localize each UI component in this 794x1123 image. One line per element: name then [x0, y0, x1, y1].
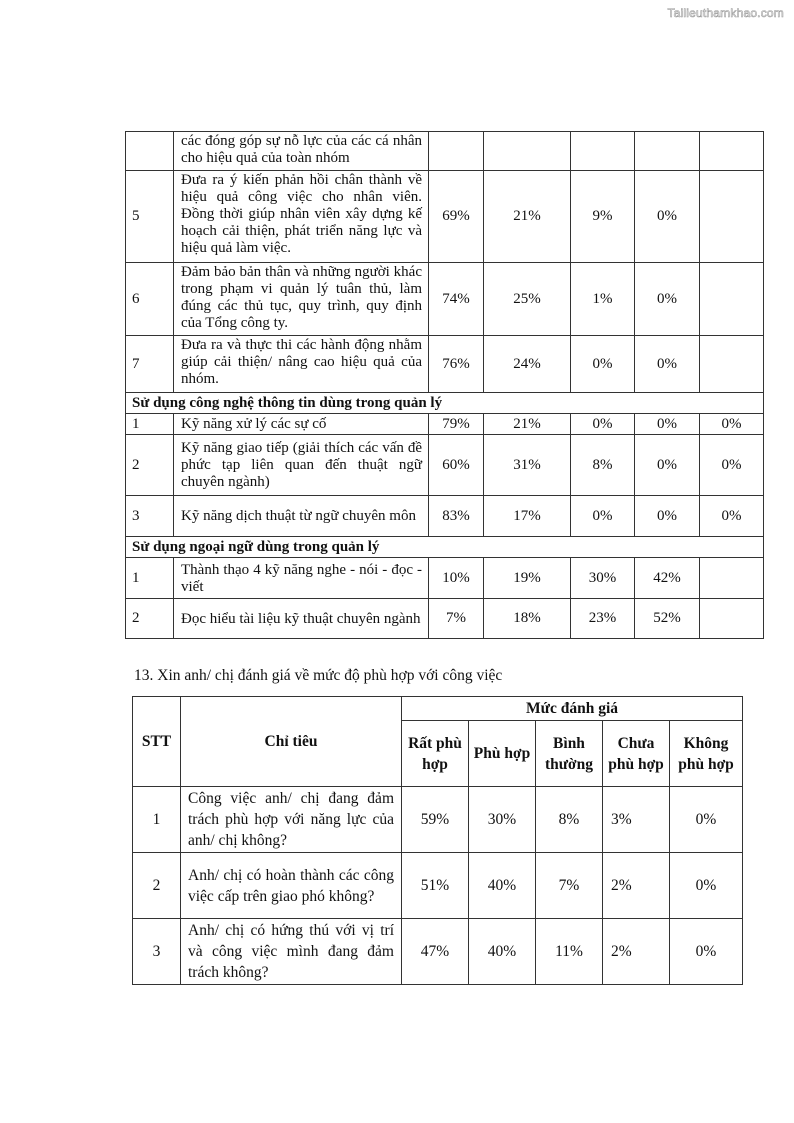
competency-survey-table [125, 131, 764, 639]
value-cell: 0% [670, 919, 743, 985]
value-cell: 17% [484, 496, 571, 537]
value-cell: 7% [429, 599, 484, 639]
watermark: Tailieuthamkhao.com [667, 6, 784, 20]
table-row [126, 496, 764, 537]
value-cell [700, 171, 764, 263]
value-cell: 0% [700, 496, 764, 537]
value-cell [700, 336, 764, 393]
row-number: 2 [133, 853, 181, 919]
value-cell: 0% [635, 336, 700, 393]
section-header-row [126, 393, 764, 414]
value-cell: 19% [484, 558, 571, 599]
row-number: 7 [126, 336, 174, 393]
value-cell: 0% [670, 787, 743, 853]
value-cell: 10% [429, 558, 484, 599]
value-cell: 31% [484, 435, 571, 496]
value-cell: 30% [469, 787, 536, 853]
row-number: 2 [126, 435, 174, 496]
value-cell: 40% [469, 853, 536, 919]
row-number: 5 [126, 171, 174, 263]
value-cell: 1% [571, 263, 635, 336]
table-row [133, 919, 743, 985]
value-cell: 0% [635, 435, 700, 496]
rating-group-header: Mức đánh giá [402, 697, 743, 721]
value-cell: 3% [603, 787, 670, 853]
table-row [133, 853, 743, 919]
row-number: 1 [133, 787, 181, 853]
criteria-text: Anh/ chị có hoàn thành các công việc cấp trên giao phó không? [181, 853, 402, 919]
value-cell: 0% [700, 414, 764, 435]
value-cell [700, 263, 764, 336]
criteria-text: Kỹ năng giao tiếp (giải thích các vấn đề phức tạp liên quan đến thuật ngữ chuyên ngành) [174, 435, 429, 496]
value-cell: 24% [484, 336, 571, 393]
value-cell: 69% [429, 171, 484, 263]
table-row [126, 336, 764, 393]
value-cell: 79% [429, 414, 484, 435]
value-cell: 60% [429, 435, 484, 496]
value-cell [700, 558, 764, 599]
value-cell: 7% [536, 853, 603, 919]
table-row [126, 263, 764, 336]
value-cell: 2% [603, 853, 670, 919]
value-cell: 18% [484, 599, 571, 639]
row-number: 3 [133, 919, 181, 985]
rating-level-header: Không phù hợp [670, 721, 743, 787]
value-cell: 25% [484, 263, 571, 336]
value-cell: 59% [402, 787, 469, 853]
value-cell: 0% [635, 414, 700, 435]
criteria-text: Đọc hiểu tài liệu kỹ thuật chuyên ngành [174, 599, 429, 639]
value-cell: 11% [536, 919, 603, 985]
table-row [126, 171, 764, 263]
table-row [133, 787, 743, 853]
table-row [126, 132, 764, 171]
criteria-text: Đưa ra ý kiến phản hồi chân thành về hiệu quả công việc cho nhân viên. Đồng thời giúp nhân viên xây dựng kế hoạch cải thiện, phát triển năng lực và hiệu quả làm việc. [174, 171, 429, 263]
rating-level-header: Phù hợp [469, 721, 536, 787]
criteria-text: Công việc anh/ chị đang đảm trách phù hợp với năng lực của anh/ chị không? [181, 787, 402, 853]
header-row [133, 697, 743, 721]
section-title: Sử dụng công nghệ thông tin dùng trong quản lý [126, 393, 764, 414]
value-cell: 21% [484, 414, 571, 435]
value-cell: 40% [469, 919, 536, 985]
criteria-text: Đưa ra và thực thi các hành động nhằm giúp cải thiện/ nâng cao hiệu quả của nhóm. [174, 336, 429, 393]
table-row [126, 435, 764, 496]
value-cell: 8% [571, 435, 635, 496]
row-number: 1 [126, 558, 174, 599]
value-cell: 76% [429, 336, 484, 393]
rating-level-header: Chưa phù hợp [603, 721, 670, 787]
row-number: 1 [126, 414, 174, 435]
value-cell: 83% [429, 496, 484, 537]
criteria-text: Đảm bảo bản thân và những người khác trong phạm vi quản lý tuân thủ, làm đúng các thủ tục, quy trình, quy định của Tổng công ty. [174, 263, 429, 336]
section-header-row [126, 537, 764, 558]
value-cell: 21% [484, 171, 571, 263]
row-number: 3 [126, 496, 174, 537]
value-cell: 23% [571, 599, 635, 639]
value-cell [700, 599, 764, 639]
value-cell: 0% [571, 336, 635, 393]
criteria-text: Anh/ chị có hứng thú với vị trí và công việc mình đang đảm trách không? [181, 919, 402, 985]
row-number: 6 [126, 263, 174, 336]
value-cell: 0% [700, 435, 764, 496]
criteria-text: Kỹ năng dịch thuật từ ngữ chuyên môn [174, 496, 429, 537]
stt-header: STT [133, 697, 181, 787]
value-cell: 47% [402, 919, 469, 985]
table-row [126, 558, 764, 599]
criteria-text: Kỹ năng xử lý các sự cố [174, 414, 429, 435]
value-cell: 0% [670, 853, 743, 919]
table-row [126, 599, 764, 639]
value-cell: 51% [402, 853, 469, 919]
section-title: Sử dụng ngoại ngữ dùng trong quản lý [126, 537, 764, 558]
question-title: 13. Xin anh/ chị đánh giá về mức độ phù hợp với công việc [134, 667, 503, 684]
value-cell: 0% [571, 414, 635, 435]
value-cell: 0% [635, 496, 700, 537]
value-cell: 0% [571, 496, 635, 537]
value-cell: 8% [536, 787, 603, 853]
rating-level-header: Bình thường [536, 721, 603, 787]
value-cell: 42% [635, 558, 700, 599]
table-row [126, 414, 764, 435]
criteria-header: Chỉ tiêu [181, 697, 402, 787]
value-cell: 30% [571, 558, 635, 599]
value-cell: 0% [635, 171, 700, 263]
value-cell: 2% [603, 919, 670, 985]
criteria-text: các đóng góp sự nỗ lực của các cá nhân cho hiệu quả của toàn nhóm [174, 132, 429, 171]
value-cell: 0% [635, 263, 700, 336]
value-cell: 9% [571, 171, 635, 263]
criteria-text: Thành thạo 4 kỹ năng nghe - nói - đọc - viết [174, 558, 429, 599]
value-cell: 74% [429, 263, 484, 336]
row-number: 2 [126, 599, 174, 639]
value-cell: 52% [635, 599, 700, 639]
rating-level-header: Rất phù hợp [402, 721, 469, 787]
job-fit-table [132, 696, 743, 985]
